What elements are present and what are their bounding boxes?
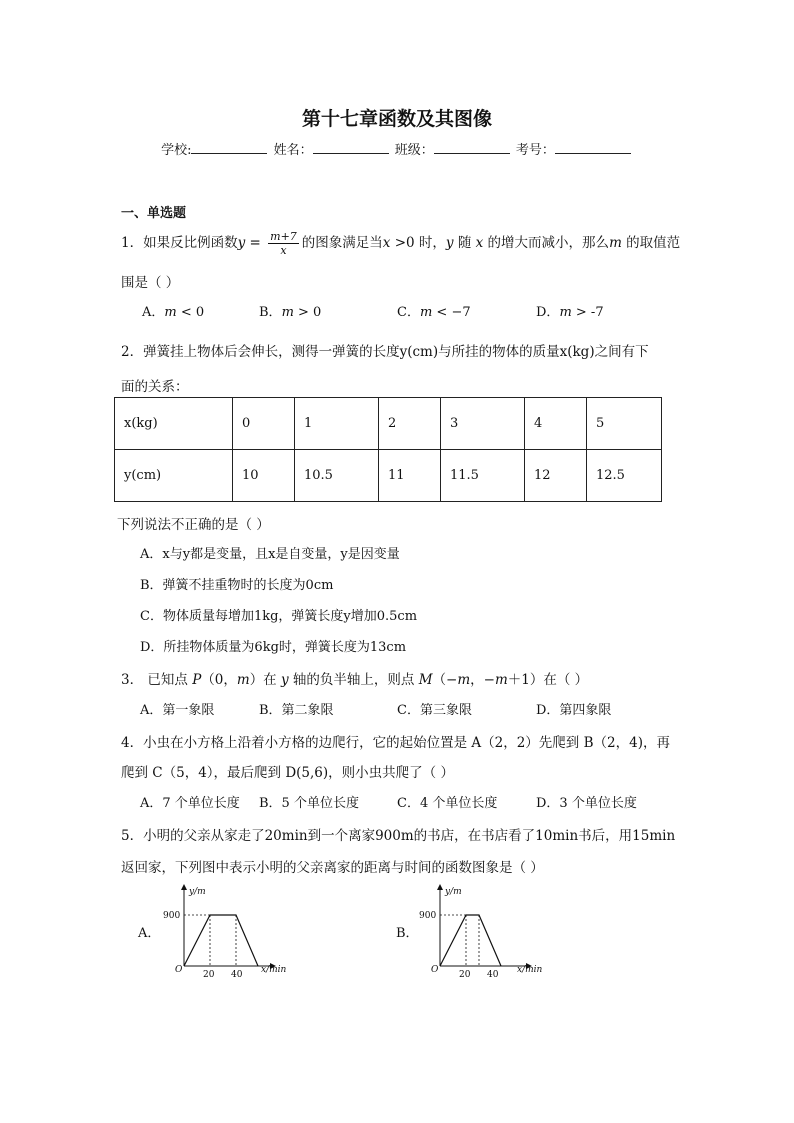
q3-text: ＋1）在（ ）: [507, 672, 589, 688]
question-number: 4．: [121, 735, 144, 751]
origin-label: O: [175, 965, 183, 975]
question-1-line-2: 围是（ ）: [121, 275, 180, 291]
q1-text: 如果反比例函数: [143, 235, 238, 251]
option-label: D．: [536, 305, 560, 320]
question-5-line-1: [121, 824, 675, 844]
var-m: m: [281, 305, 294, 320]
number-blank[interactable]: [555, 140, 631, 154]
name-label: 姓名：: [273, 143, 313, 158]
y-axis-arrow: [437, 884, 443, 890]
var-m: m: [559, 305, 572, 320]
x-tick-label: 40: [487, 970, 499, 980]
q3-text: （0，: [201, 672, 237, 688]
question-text: 弹簧挂上物体后会伸长，测得一弹簧的长度y(cm)与所挂的物体的质量x(kg)之间有下: [143, 344, 649, 360]
y-tick-label: 900: [419, 911, 437, 921]
var-m: m: [164, 305, 177, 320]
x-tick-label: 20: [459, 970, 471, 980]
var-y: y: [445, 235, 454, 251]
q1-option-c[interactable]: [397, 301, 471, 320]
q2-option-c[interactable]: C．物体质量每增加1kg，弹簧长度y增加0.5cm: [140, 609, 418, 624]
function-line: [440, 915, 501, 966]
table-row: [115, 398, 662, 450]
equals-sign: =: [245, 235, 266, 251]
table-cell: x(kg): [115, 398, 233, 450]
table-cell: 10: [233, 450, 295, 502]
x-tick-label: 40: [231, 970, 243, 980]
table-cell: 11.5: [441, 450, 525, 502]
q2-option-a[interactable]: A．x与y都是变量，且x是自变量，y是因变量: [140, 547, 400, 562]
x-axis-label: x/min: [261, 965, 287, 975]
q4-option-d[interactable]: D．3 个单位长度: [536, 796, 637, 811]
table-cell: 12: [525, 450, 587, 502]
option-label: A．: [142, 305, 165, 320]
table-row: [115, 450, 662, 502]
question-number: 2．: [121, 344, 144, 360]
option-text: > 0: [293, 305, 322, 320]
var-m: m: [419, 305, 433, 320]
q5-option-b-label[interactable]: B．: [396, 926, 419, 941]
y-tick-label: 900: [163, 911, 181, 921]
y-axis-label: y/m: [445, 887, 462, 897]
table-cell: y(cm): [115, 450, 233, 502]
question-text: 小虫在小方格上沿着小方格的边爬行，它的起始位置是 A（2，2）先爬到 B（2，4)，再: [143, 735, 670, 751]
q3-option-d[interactable]: D．第四象限: [536, 703, 612, 718]
y-axis-label: y/m: [189, 887, 206, 897]
question-number: 1．: [121, 235, 144, 251]
table-cell: 3: [441, 398, 525, 450]
class-label: 班级：: [394, 143, 434, 158]
fraction-denominator: x: [280, 244, 287, 257]
table-cell: 10.5: [295, 450, 379, 502]
var-y: y: [280, 672, 289, 688]
question-2-line-2: 面的关系：: [121, 379, 189, 395]
q1-text: 的图象满足当: [301, 235, 383, 251]
q5-option-a-label[interactable]: A．: [138, 926, 161, 941]
x-axis-label: x/min: [517, 965, 543, 975]
q1-text: 随: [453, 235, 476, 251]
table-cell: 12.5: [587, 450, 662, 502]
question-4-line-2: 爬到 C（5，4），最后爬到 D(5,6)，则小虫共爬了（ ）: [121, 765, 454, 781]
var-m: m: [494, 672, 508, 688]
number-label: 考号：: [515, 143, 555, 158]
table-cell: 2: [379, 398, 441, 450]
question-5-line-2: 返回家，下列图中表示小明的父亲离家的距离与时间的函数图象是（ ）: [121, 860, 544, 876]
q5-graph-a[interactable]: [160, 880, 300, 980]
table-cell: 0: [233, 398, 295, 450]
question-2-stem: 下列说法不正确的是（ ）: [117, 517, 270, 533]
q4-option-c[interactable]: C．4 个单位长度: [397, 796, 498, 811]
table-cell: 5: [587, 398, 662, 450]
var-m-point: M: [418, 672, 433, 688]
origin-label: O: [431, 965, 439, 975]
question-number: 5．: [121, 828, 144, 844]
question-2-line-1: [121, 340, 649, 360]
q1-text: 的取值范: [621, 235, 681, 251]
fraction: [268, 230, 299, 257]
q3-text: 轴的负半轴上，则点: [288, 672, 419, 688]
question-4-line-1: [121, 731, 670, 751]
data-table: [114, 397, 662, 502]
var-m: m: [609, 235, 622, 251]
var-y: y: [237, 235, 246, 251]
q2-option-d[interactable]: D．所挂物体质量为6kg时，弹簧长度为13cm: [140, 640, 407, 655]
var-m: m: [236, 672, 250, 688]
function-line: [184, 915, 258, 966]
q2-option-b[interactable]: B．弹簧不挂重物时的长度为0cm: [140, 578, 334, 593]
question-number: 3．: [121, 672, 144, 688]
option-label: C．: [397, 305, 420, 320]
table-cell: 11: [379, 450, 441, 502]
section-title: 一、单选题: [121, 206, 187, 221]
q3-option-a[interactable]: A．第一象限: [140, 703, 215, 718]
q1-text: >0 时，: [390, 235, 446, 251]
q1-option-d[interactable]: [536, 301, 604, 320]
question-text: 小明的父亲从家走了20min到一个离家900m的书店，在书店看了10min书后，用15min: [143, 828, 676, 844]
page-title: 第十七章函数及其图像: [301, 108, 492, 130]
q4-option-b[interactable]: B．5 个单位长度: [259, 796, 359, 811]
fraction-numerator: m+7: [270, 230, 297, 243]
x-tick-label: 20: [203, 970, 215, 980]
q4-option-a[interactable]: A．7 个单位长度: [140, 796, 240, 811]
student-info-line: [0, 139, 794, 158]
option-text: > -7: [571, 305, 604, 320]
var-x: x: [475, 235, 484, 251]
q5-graph-b[interactable]: [416, 880, 556, 980]
table-cell: 4: [525, 398, 587, 450]
class-blank[interactable]: [434, 140, 510, 154]
school-label: 学校:: [161, 143, 192, 158]
var-p: P: [192, 672, 202, 688]
y-axis-arrow: [181, 884, 187, 890]
question-1-line-1: [121, 230, 680, 257]
q1-text: 的增大而减小，那么: [483, 235, 610, 251]
q3-option-c[interactable]: C．第三象限: [397, 703, 472, 718]
q3-text: 已知点: [143, 672, 193, 688]
option-label: B．: [259, 305, 282, 320]
name-blank[interactable]: [313, 140, 389, 154]
var-m: m: [457, 672, 471, 688]
question-3: [121, 668, 588, 688]
q3-text: ，−: [470, 672, 495, 688]
q3-text: （−: [432, 672, 458, 688]
option-text: < 0: [176, 305, 205, 320]
option-text: < −7: [432, 305, 471, 320]
q3-text: ）在: [249, 672, 281, 688]
q1-option-a[interactable]: [142, 301, 204, 320]
table-cell: 1: [295, 398, 379, 450]
var-x: x: [382, 235, 391, 251]
school-blank[interactable]: [191, 140, 267, 154]
q3-option-b[interactable]: B．第二象限: [259, 703, 334, 718]
q1-option-b[interactable]: [259, 301, 321, 320]
